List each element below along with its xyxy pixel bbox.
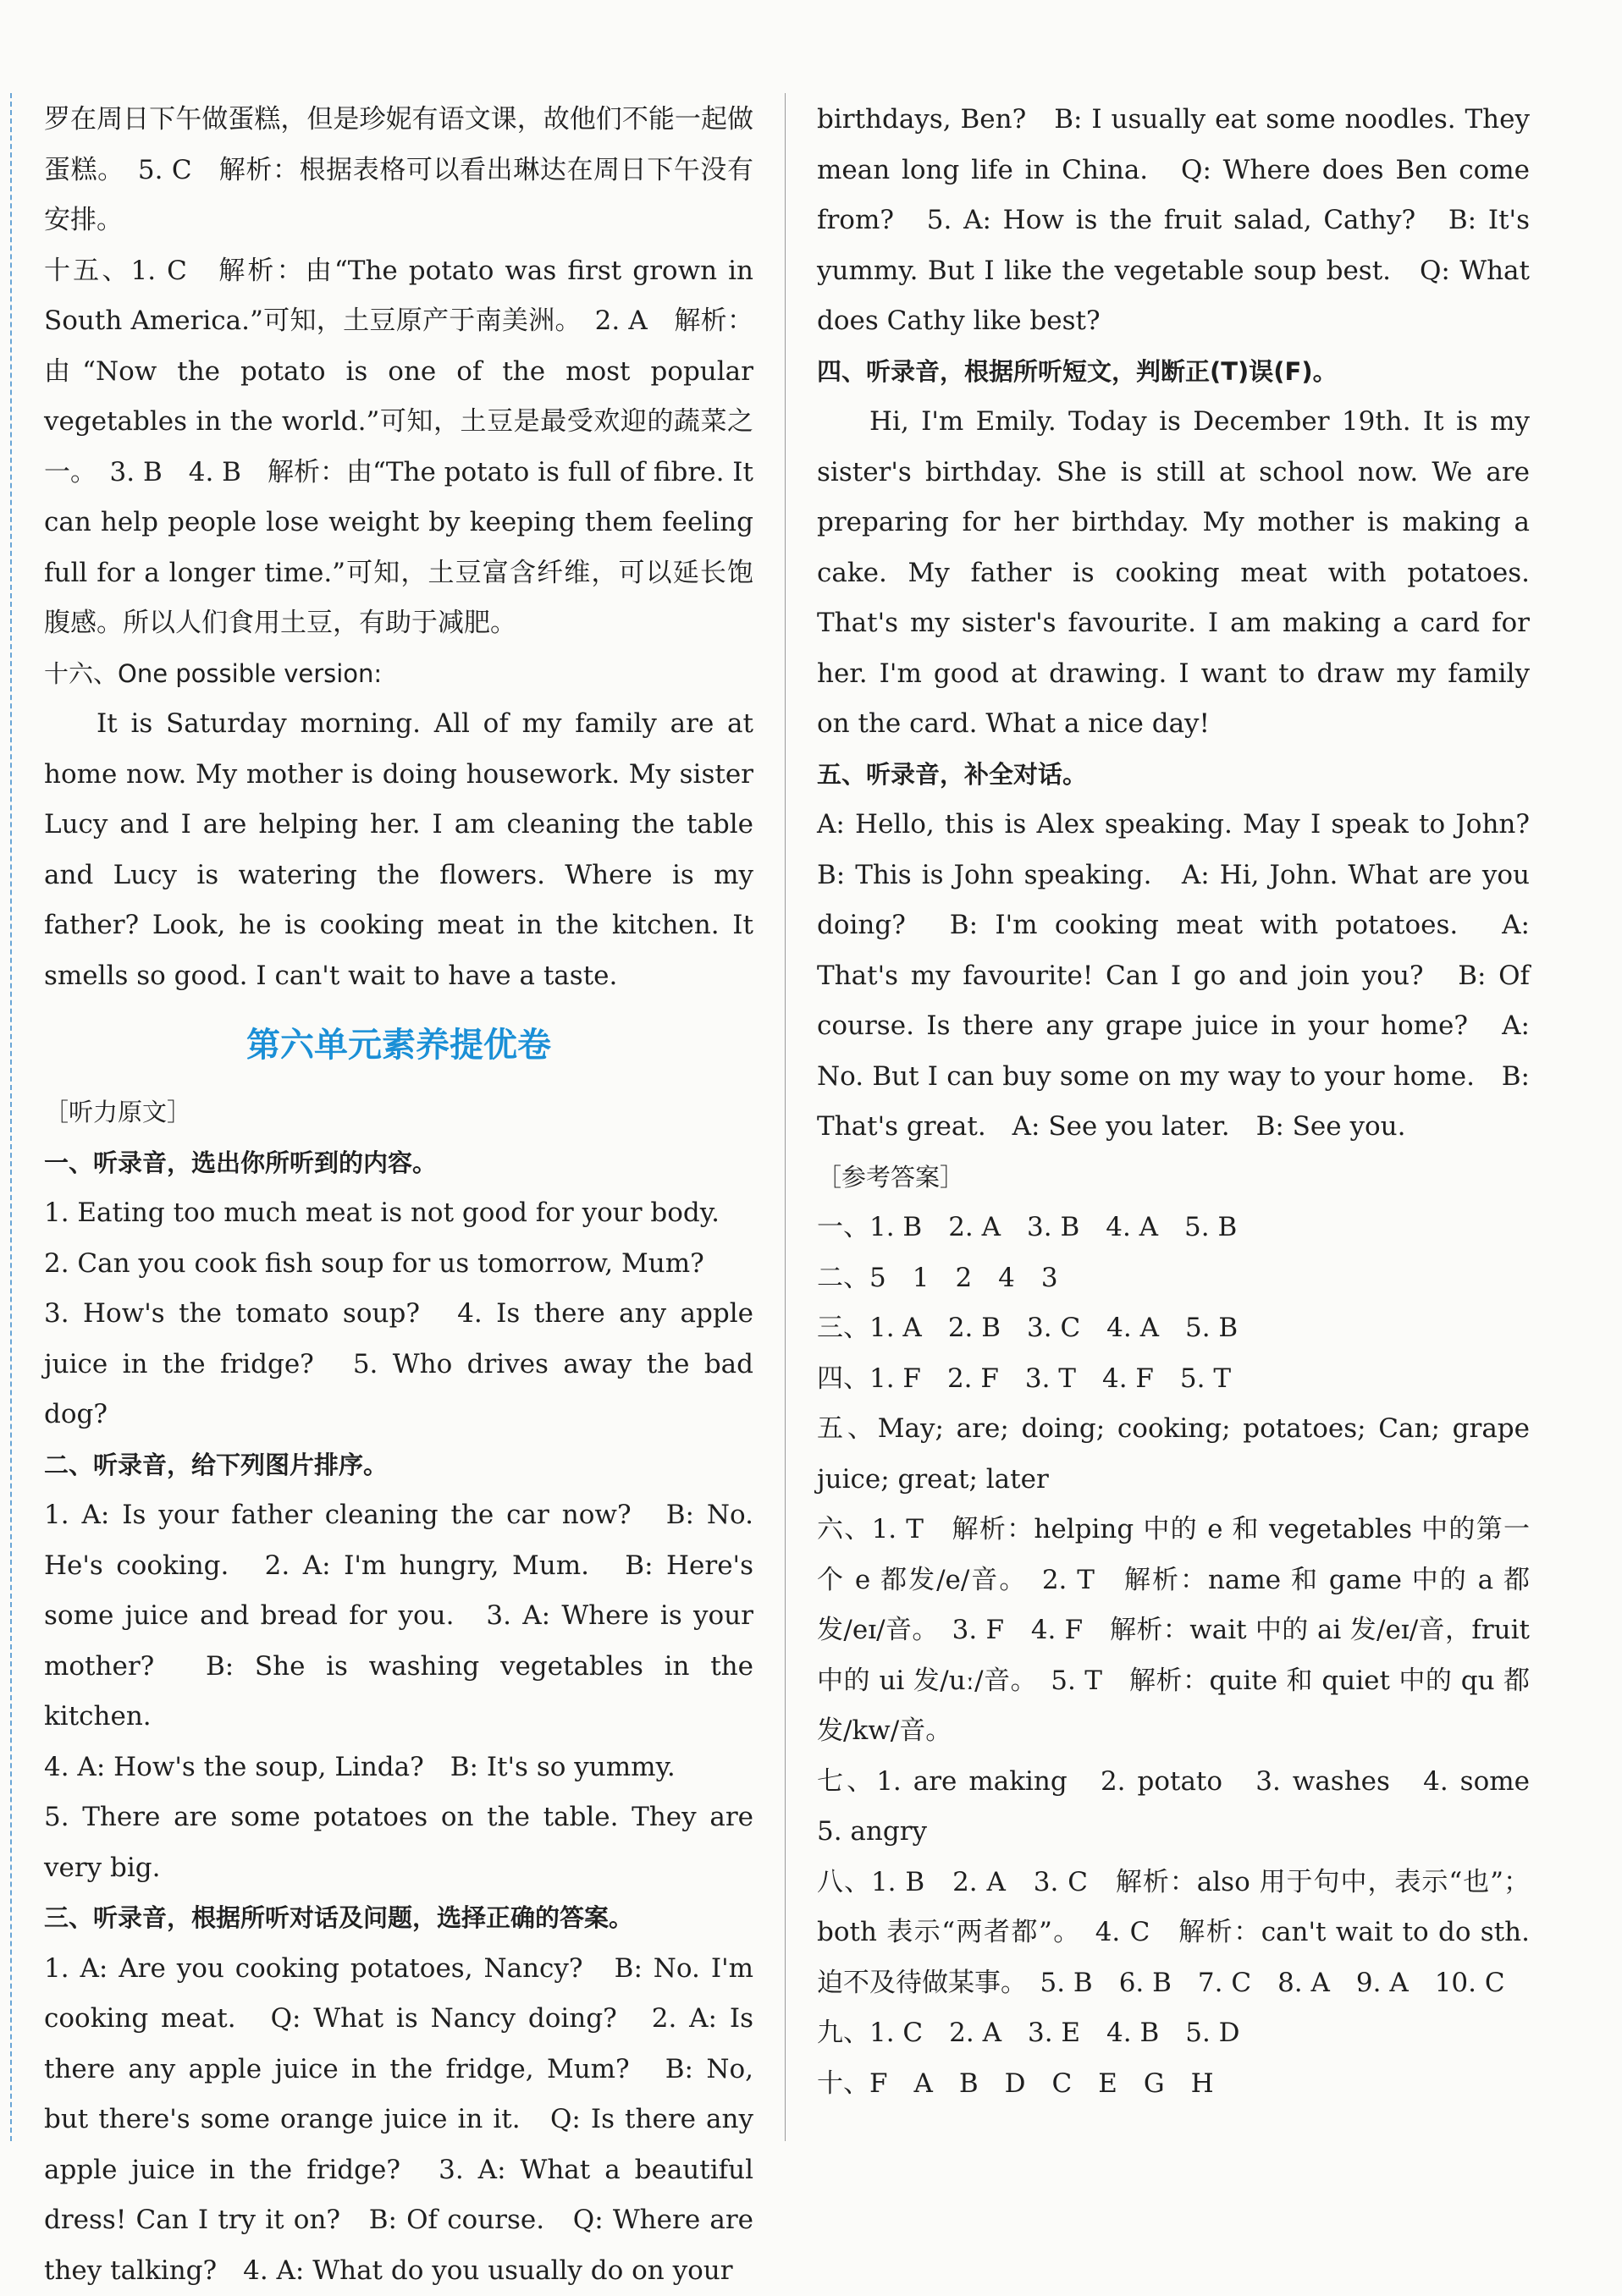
script-line: birthdays, Ben? B: I usually eat some noodles. They mean long life in China. Q: Where does Ben come from? 5. A: How is the fruit salad, Cathy? B: It's yummy. But I like the vegetable soup best. Q: What does Cathy like best? — [817, 95, 1530, 347]
script-line: 3. How's the tomato soup? 4. Is there any apple juice in the fridge? 5. Who drives away the bad dog? — [44, 1289, 753, 1440]
answer-line: 六、1. T 解析：helping 中的 e 和 vegetables 中的第一个 e 都发/e/音。 2. T 解析：name 和 game 中的 a 都发/eɪ/音。 3. F 4. F 解析：wait 中的 ai 发/eɪ/音，fruit 中的 ui 发/uː/音。 5. T 解析：quite 和 quiet 中的 qu 都发/kw/音。 — [817, 1505, 1530, 1757]
script-passage: Hi, I'm Emily. Today is December 19th. It is my sister's birthday. She is still at school now. We are preparing for her birthday. My mother is making a cake. My father is cooking meat with potatoes. That's my sister's favourite. I am making a card for her. I'm good at drawing. I want to draw my family on the card. What a nice day! — [817, 397, 1530, 750]
essay-text: It is Saturday morning. All of my family are at home now. My mother is doing housework. My sister Lucy and I are helping her. I am cleaning the table and Lucy is watering the flowers. Where is my father? Look, he is cooking meat in the kitchen. It smells so good. I can't wait to have a taste. — [44, 699, 753, 1001]
unit-title: 第六单元素养提优卷 — [44, 1020, 753, 1071]
section-heading: 二、听录音，给下列图片排序。 — [44, 1440, 753, 1491]
section-heading: 四、听录音，根据所听短文，判断正(T)误(F)。 — [817, 347, 1530, 398]
script-dialogue: A: Hello, this is Alex speaking. May I speak to John? B: This is John speaking. A: Hi, John. What are you doing? B: I'm cooking meat with potatoes. A: That's my favourite! Can I go and join you? B: Of course. Is there any grape juice in your home? A: No. But I can buy some on my way to your home. B: That's great. A: See you later. B: See you. — [817, 800, 1530, 1153]
script-line: 1. A: Are you cooking potatoes, Nancy? B: No. I'm cooking meat. Q: What is Nancy doing? 2. A: Is there any apple juice in the fridge, Mum? B: No, but there's some orange juice in it. Q: Is there any apple juice in the fridge? 3. A: What a beautiful dress! Can I try it on? B: Of course. Q: Where are they talking? 4. A: What do you usually do on your — [44, 1944, 753, 2296]
script-line: 1. A: Is your father cleaning the car now? B: No. He's cooking. 2. A: I'm hungry, Mum. B: Here's some juice and bread for you. 3. A: Where is your mother? B: She is washing vegetables in the kitchen. — [44, 1490, 753, 1743]
answer-line: 五、May; are; doing; cooking; potatoes; Can; grape juice; great; later — [817, 1404, 1530, 1505]
answer-line: 三、1. A 2. B 3. C 4. A 5. B — [817, 1303, 1530, 1354]
answer-tag: ［参考答案］ — [817, 1153, 1530, 1203]
answer-paragraph: 罗在周日下午做蛋糕，但是珍妮有语文课，故他们不能一起做蛋糕。 5. C 解析：根据表格可以看出琳达在周日下午没有安排。 — [44, 95, 753, 246]
left-column — [44, 95, 753, 2296]
section-heading: 一、听录音，选出你所听到的内容。 — [44, 1138, 753, 1189]
script-line: 5. There are some potatoes on the table. They are very big. — [44, 1792, 753, 1893]
answer-line: 九、1. C 2. A 3. E 4. B 5. D — [817, 2008, 1530, 2059]
answer-line: 七、1. are making 2. potato 3. washes 4. some 5. angry — [817, 1757, 1530, 1858]
essay-heading: 十六、One possible version: — [44, 649, 753, 700]
section-heading: 三、听录音，根据所听对话及问题，选择正确的答案。 — [44, 1893, 753, 1944]
column-divider — [785, 93, 786, 2141]
script-line: 1. Eating too much meat is not good for your body. — [44, 1188, 753, 1239]
script-line: 4. A: How's the soup, Linda? B: It's so yummy. — [44, 1743, 753, 1793]
script-tag: ［听力原文］ — [44, 1087, 753, 1138]
script-line: 2. Can you cook fish soup for us tomorrow, Mum? — [44, 1239, 753, 1290]
section-heading: 五、听录音，补全对话。 — [817, 750, 1530, 801]
answer-paragraph: 十五、1. C 解析：由“The potato was first grown in South America.”可知，土豆原产于南美洲。 2. A 解析：由“Now the potato is one of the most popular vegetables in the world.”可知，土豆是最受欢迎的蔬菜之一。 3. B 4. B 解析：由“The potato is full of fibre. It can help people lose weight by keeping them feeling full for a longer time.”可知，土豆富含纤维，可以延长饱腹感。所以人们食用土豆，有助于减肥。 — [44, 246, 753, 649]
answer-line: 八、1. B 2. A 3. C 解析：also 用于句中，表示“也”；both 表示“两者都”。 4. C 解析：can't wait to do sth. 迫不及待做某事。 5. B 6. B 7. C 8. A 9. A 10. C — [817, 1858, 1530, 2009]
answer-line: 一、1. B 2. A 3. B 4. A 5. B — [817, 1203, 1530, 1253]
answer-line: 四、1. F 2. F 3. T 4. F 5. T — [817, 1354, 1530, 1405]
answer-line: 十、F A B D C E G H — [817, 2059, 1530, 2110]
left-margin-rule — [10, 93, 12, 2141]
right-column — [817, 95, 1530, 2109]
answer-line: 二、5 1 2 4 3 — [817, 1253, 1530, 1304]
